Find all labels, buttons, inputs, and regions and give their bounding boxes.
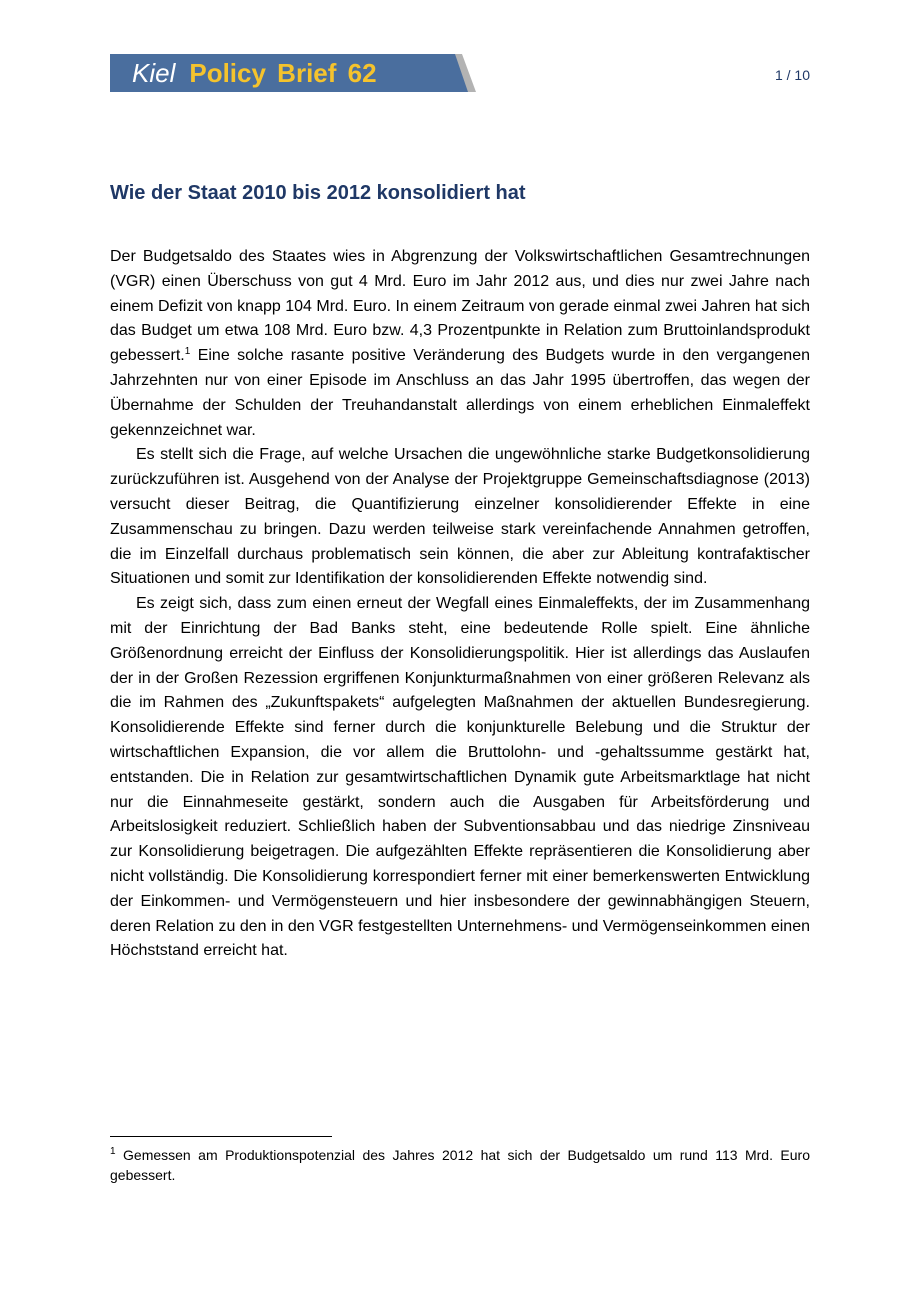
page-title: Wie der Staat 2010 bis 2012 konsolidiert hat [110,182,526,204]
body-text [110,245,810,964]
banner-text [132,56,377,90]
footnote-separator [110,1136,332,1137]
header-banner [110,54,476,92]
paragraph-1 [110,245,810,443]
banner-series-title: Policy Brief 62 [189,58,377,88]
paragraph-1-continuation: Eine solche rasante positive Veränderung des Budgets wurde in den vergangenen Jahrzehnten nur von einer Episode im Anschluss an das Jahr 1995 übertroffen, das wegen der Übernahme der Schulden der Treuhandanstalt allerdings von einem erheblichen Einmaleffekt gekennzeichnet war. [110,347,810,439]
paragraph-3: Es zeigt sich, dass zum einen erneut der Wegfall eines Einmaleffekts, der im Zusammenhang mit der Einrichtung der Bad Banks steht, eine bedeutende Rolle spielt. Eine ähnliche Größenordnung erreicht der Einfluss der Konsolidierungspolitik. Hier ist allerdings das Auslaufen der in der Großen Rezession ergriffenen Konjunkturmaßnahmen von einer größeren Relevanz als die im Rahmen des „Zukunftspakets“ aufgelegten Maßnahmen der aktuellen Bundesregierung. Konsolidierende Effekte sind ferner durch die konjunkturelle Belebung und die Struktur der wirtschaftlichen Expansion, die vor allem die Bruttolohn- und -gehaltssumme gestärkt hat, entstanden. Die in Relation zur gesamtwirtschaftlichen Dynamik gute Arbeitsmarktlage hat nicht nur die Einnahmeseite gestärkt, sondern auch die Ausgaben für Arbeitsförderung und Arbeitslosigkeit reduziert. Schließlich haben der Subventionsabbau und das niedrige Zinsniveau zur Konsolidierung beigetragen. Die aufgezählten Effekte repräsentieren die Konsolidierung aber nicht vollständig. Die Konsolidierung korrespondiert ferner mit einer bemerkenswerten Entwicklung der Einkommen- und Vermögensteuern und hier insbesondere der gewinnabhängigen Steuern, deren Relation zu den in den VGR festgestellten Unternehmens- und Vermögenseinkommen einen Höchststand erreicht hat. [110,595,810,960]
footnote-number: 1 [110,1146,116,1157]
page-indicator: 1 / 10 [774,67,810,83]
footnote-reference[interactable]: 1 [184,346,191,358]
paragraph-2: Es stellt sich die Frage, auf welche Ursachen die ungewöhnliche starke Budgetkonsolidierung zurückzuführen ist. Ausgehend von der Analyse der Projektgruppe Gemeinschaftsdiagnose (2013) versucht dieser Beitrag, die Quantifizierung einzelner konsolidierender Effekte in eine Zusammenschau zu bringen. Dazu werden teilweise stark vereinfachende Annahmen getroffen, die im Einzelfall durchaus problematisch sein können, die aber zur Ableitung kontrafaktischer Situationen und somit zur Identifikation der konsolidierenden Effekte notwendig sind. [110,446,810,588]
banner-brand: Kiel [132,58,176,88]
paragraph-1-text: Der Budgetsaldo des Staates wies in Abgrenzung der Volkswirtschaftlichen Gesamtrechnungen (VGR) einen Überschuss von gut 4 Mrd. Euro im Jahr 2012 aus, und dies nur zwei Jahre nach einem Defizit von knapp 104 Mrd. Euro. In einem Zeitraum von gerade einmal zwei Jahren hat sich das Budget um etwa 108 Mrd. Euro bzw. 4,3 Prozentpunkte in Relation zum Bruttoinlandsprodukt gebessert. [110,248,810,365]
footnote-text: Gemessen am Produktionspotenzial des Jahres 2012 hat sich der Budgetsaldo um rund 113 Mrd. Euro gebessert. [110,1147,810,1183]
footnote [110,1145,810,1185]
